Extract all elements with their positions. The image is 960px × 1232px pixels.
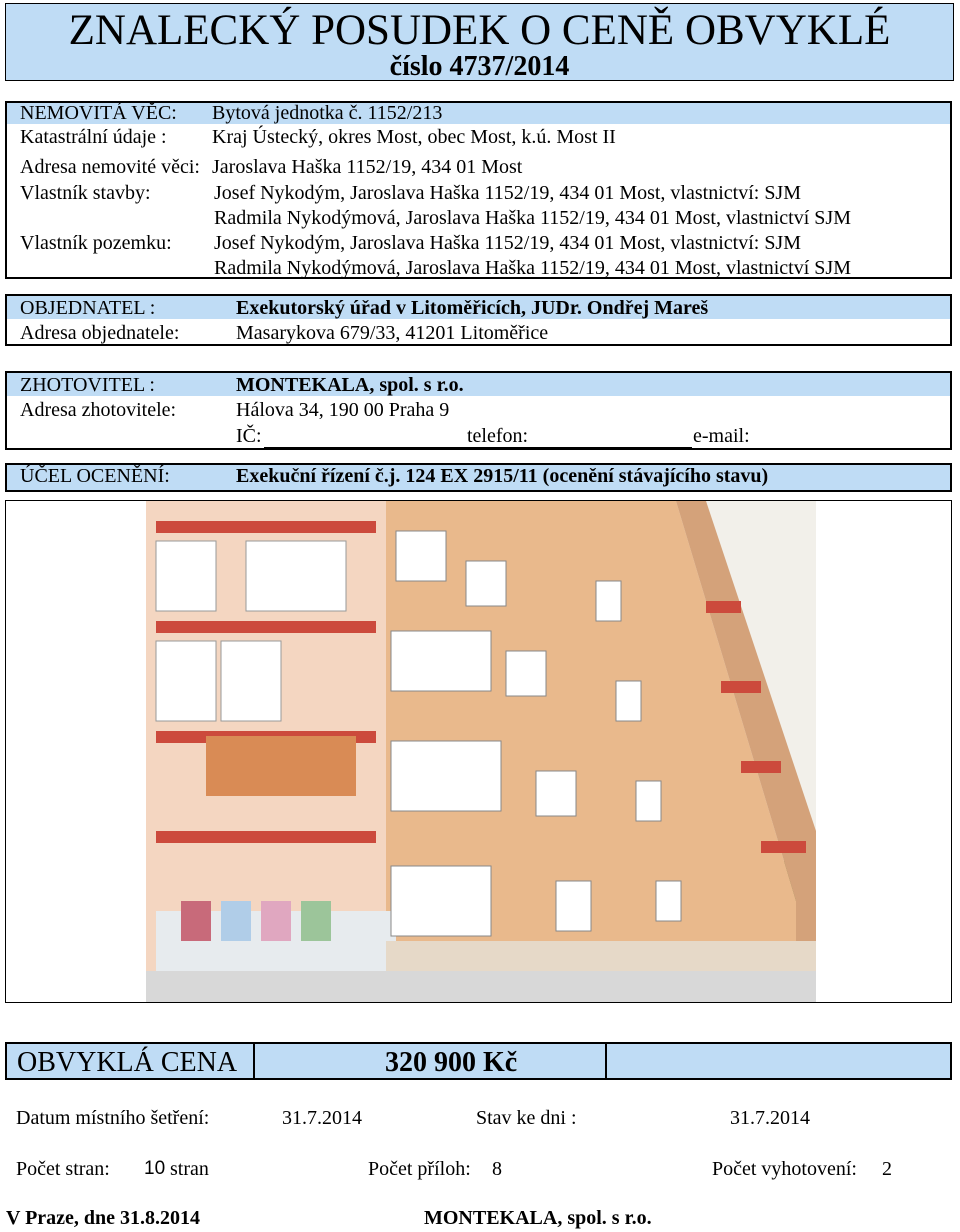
report-number: číslo 4737/2014	[389, 51, 570, 82]
state-date-value: 31.7.2014	[730, 1107, 810, 1129]
contractor-address-value: Hálova 34, 190 00 Praha 9	[236, 399, 450, 421]
client-value: Exekutorský úřad v Litoměřicích, JUDr. Ondřej Mareš	[236, 297, 709, 319]
price-box	[5, 1042, 952, 1080]
contractor-ic-label: IČ:	[236, 425, 262, 447]
land-owner-2: Radmila Nykodýmová, Jaroslava Haška 1152/19, 434 01 Most, vlastnictví SJM	[214, 257, 851, 279]
attachments-value: 8	[492, 1158, 502, 1180]
property-label: NEMOVITÁ VĚC:	[20, 102, 177, 124]
client-address-value: Masarykova 679/33, 41201 Litoměřice	[236, 322, 549, 344]
building-owner-label: Vlastník stavby:	[20, 182, 151, 204]
building-owner-1: Josef Nykodým, Jaroslava Haška 1152/19, 434 01 Most, vlastnictví: SJM	[214, 182, 802, 204]
building-owner-2: Radmila Nykodýmová, Jaroslava Haška 1152/19, 434 01 Most, vlastnictví SJM	[214, 207, 851, 229]
contractor-phone-label: telefon:	[467, 425, 529, 447]
cadastral-label: Katastrální údaje :	[20, 126, 167, 148]
contractor-email-label: e-mail:	[693, 425, 750, 447]
property-value: Bytová jednotka č. 1152/213	[212, 102, 443, 124]
pages-unit: stran	[170, 1158, 209, 1180]
contractor-address-label: Adresa zhotovitele:	[20, 399, 177, 421]
land-owner-1: Josef Nykodým, Jaroslava Haška 1152/19, 434 01 Most, vlastnictví: SJM	[214, 232, 802, 254]
contractor-value: MONTEKALA, spol. s r.o.	[236, 374, 464, 396]
building-photo	[5, 500, 952, 1003]
copies-value: 2	[882, 1158, 892, 1180]
footer-place-date: V Praze, dne 31.8.2014	[6, 1207, 201, 1229]
pages-label: Počet stran:	[16, 1158, 110, 1180]
address-label: Adresa nemovité věci:	[20, 156, 200, 178]
footer-company: MONTEKALA, spol. s r.o.	[424, 1207, 652, 1229]
client-label: OBJEDNATEL :	[20, 297, 156, 319]
price-divider-left	[253, 1044, 255, 1078]
state-date-label: Stav ke dni :	[476, 1107, 577, 1129]
cadastral-value: Kraj Ústecký, okres Most, obec Most, k.ú. Most II	[212, 126, 616, 148]
price-divider-right	[605, 1044, 607, 1078]
price-label: OBVYKLÁ CENA	[17, 1047, 238, 1078]
copies-label: Počet vyhotovení:	[712, 1158, 857, 1180]
report-title-box	[5, 3, 954, 81]
building-photo-illustration	[6, 501, 951, 1002]
address-value: Jaroslava Haška 1152/19, 434 01 Most	[212, 156, 523, 178]
contractor-label: ZHOTOVITEL :	[20, 374, 155, 396]
inspection-date-label: Datum místního šetření:	[16, 1107, 210, 1129]
purpose-label: ÚČEL OCENĚNÍ:	[20, 465, 170, 487]
ic-phone-underline	[264, 447, 692, 448]
inspection-date-value: 31.7.2014	[282, 1107, 362, 1129]
purpose-value: Exekuční řízení č.j. 124 EX 2915/11 (ocenění stávajícího stavu)	[236, 465, 769, 487]
land-owner-label: Vlastník pozemku:	[20, 232, 172, 254]
pages-value: 10	[144, 1158, 166, 1179]
attachments-label: Počet příloh:	[368, 1158, 471, 1180]
report-title: ZNALECKÝ POSUDEK O CENĚ OBVYKLÉ	[68, 7, 891, 54]
client-address-label: Adresa objednatele:	[20, 322, 180, 344]
price-value: 320 900 Kč	[385, 1047, 518, 1078]
